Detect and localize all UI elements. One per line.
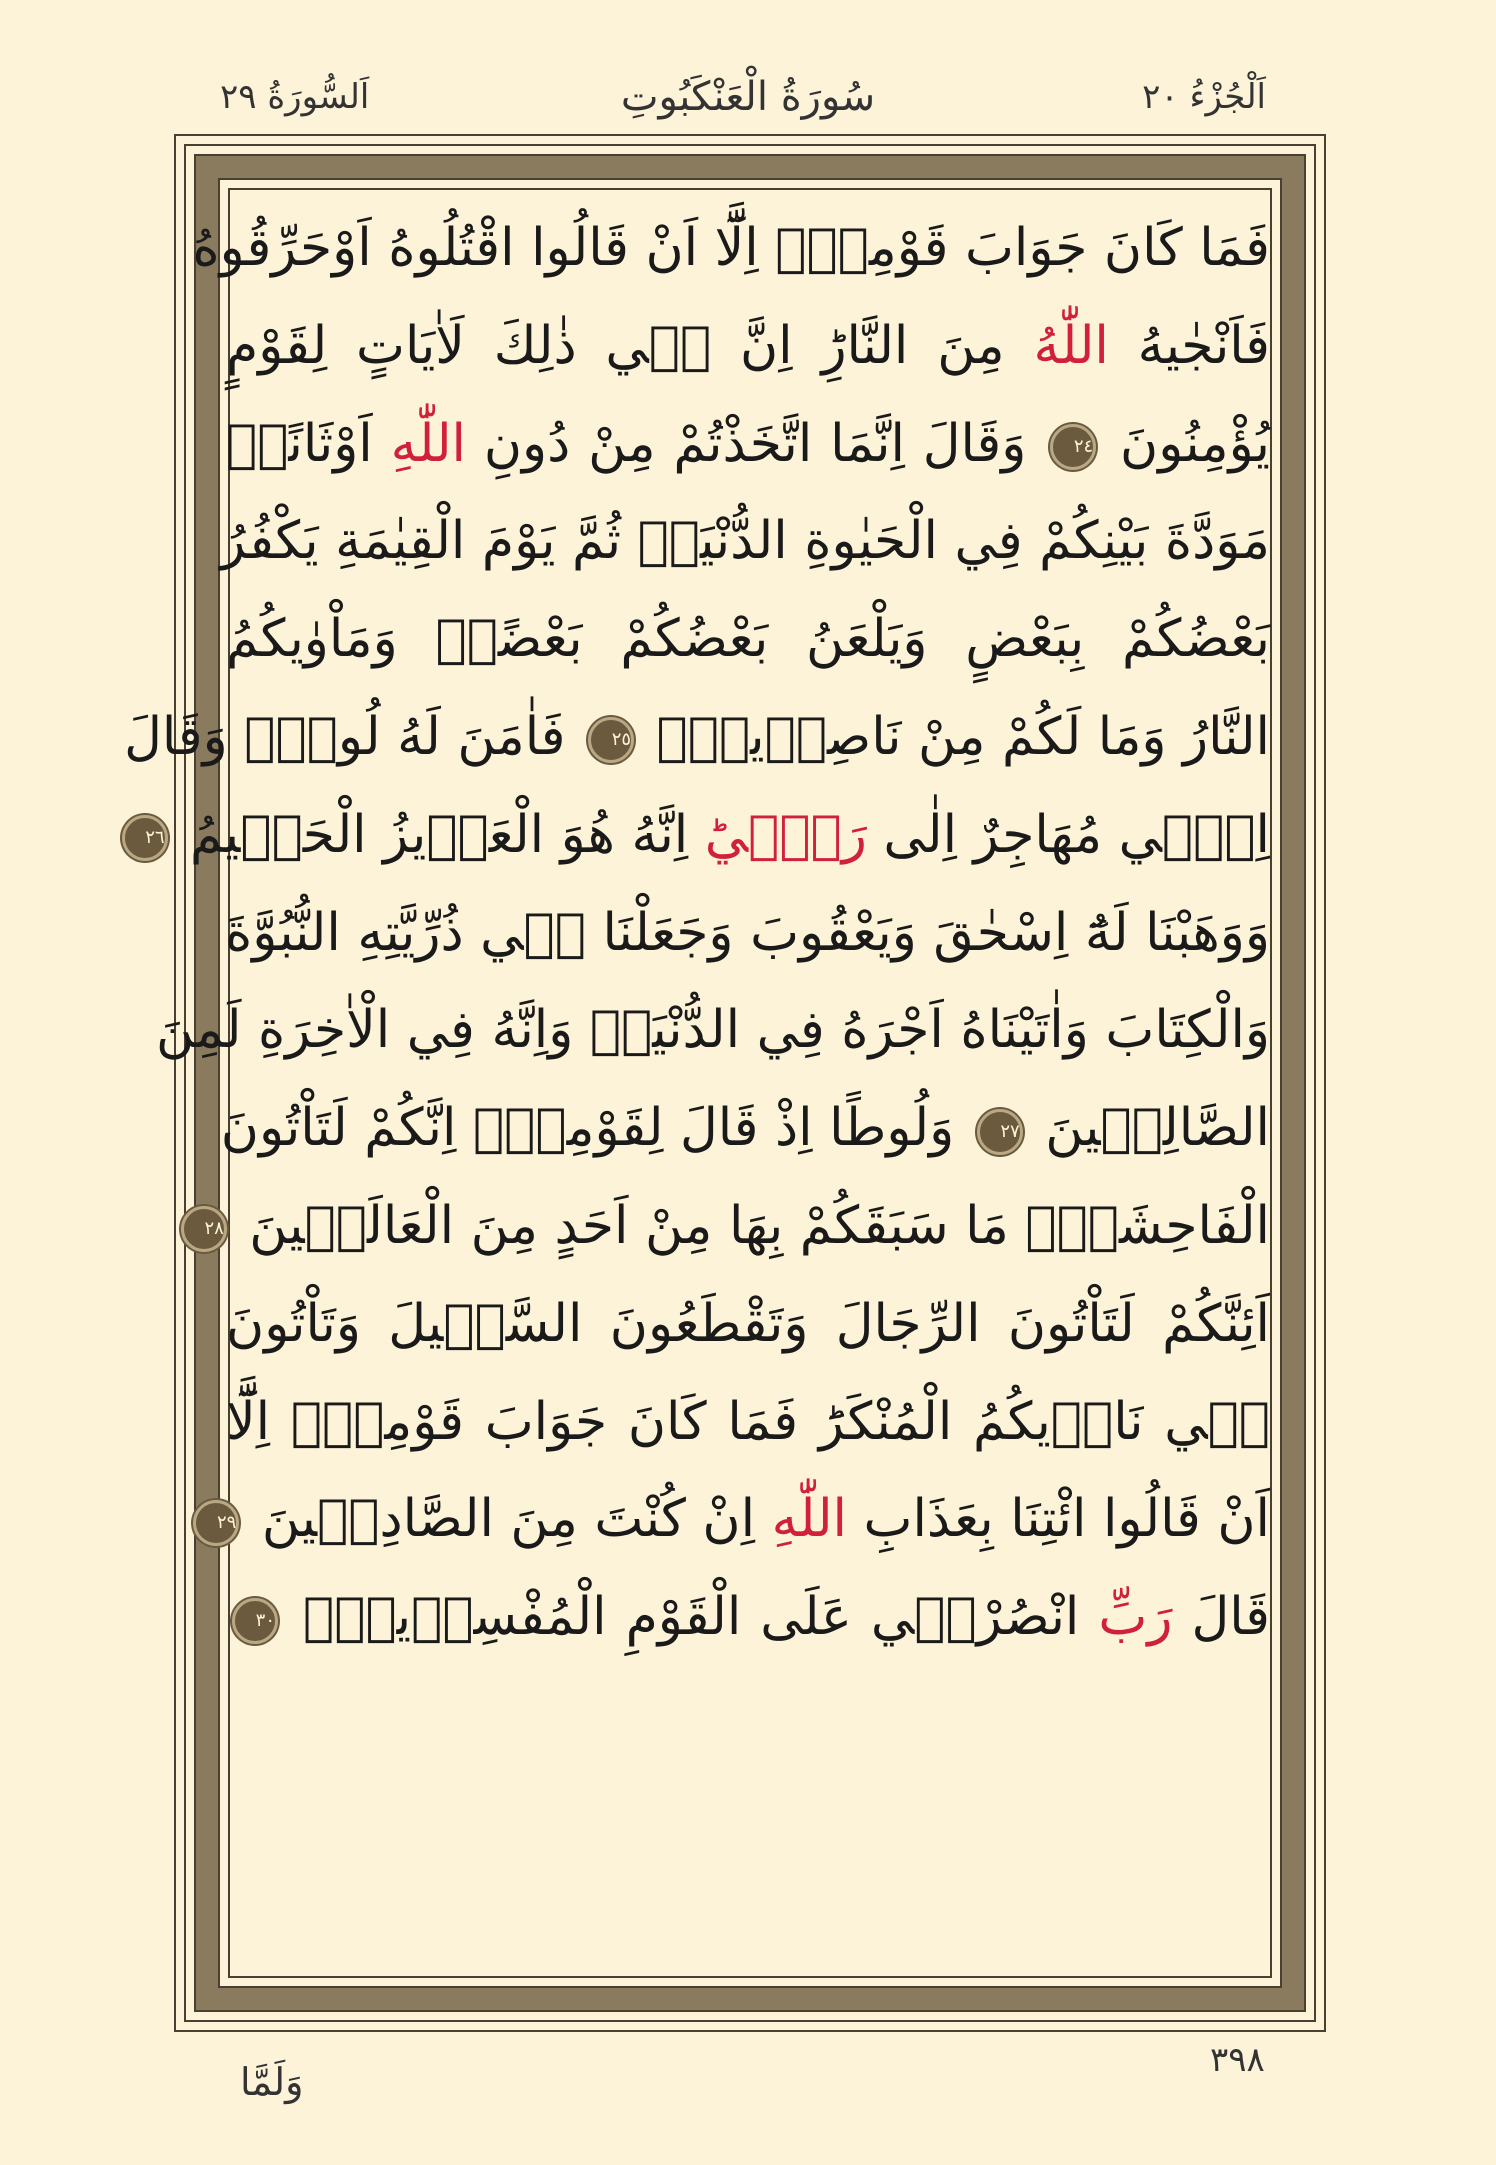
page-header xyxy=(0,62,1496,132)
text-line xyxy=(145,787,1270,885)
verse-text: الصَّالِح۪ينَ xyxy=(1028,1098,1270,1159)
verse-text: يُؤْمِنُونَ xyxy=(1102,413,1270,474)
verse-text: مَوَدَّةَ بَيْنِكُمْ فِي الْحَيٰوةِ الدُّنْيَاۚ ثُمَّ يَوْمَ الْقِيٰمَةِ يَكْفُرُ xyxy=(220,511,1270,572)
verse-text: مِنَ النَّارِؕ اِنَّ ف۪ي ذٰلِكَ لَاٰيَاتٍ لِقَوْمٍ xyxy=(226,315,1034,376)
text-line xyxy=(226,1569,1270,1667)
divine-name-text: رَبّ۪يؕ xyxy=(704,804,867,865)
text-line xyxy=(226,1276,1270,1374)
verse-text: اِنّ۪ي مُهَاجِرٌ اِلٰى xyxy=(866,804,1270,865)
text-line xyxy=(216,1471,1270,1569)
surah-title: سُورَةُ الْعَنْكَبُوتِ xyxy=(620,74,876,120)
divine-name-text: رَبِّ xyxy=(1098,1587,1173,1648)
verse-text: اِنَّهُ هُوَ الْعَز۪يزُ الْحَك۪يمُ xyxy=(173,804,705,865)
text-line xyxy=(124,689,1270,787)
quran-text-block xyxy=(124,200,1270,1960)
ayah-number-marker: ٢٧ xyxy=(977,1109,1023,1155)
text-line xyxy=(226,885,1270,983)
verse-text: فَاَنْجٰيهُ xyxy=(1108,315,1270,376)
verse-text: اَنْ قَالُوا ائْتِنَا بِعَذَابِ xyxy=(846,1489,1270,1550)
text-line xyxy=(192,200,1270,298)
verse-text: بَعْضُكُمْ بِبَعْضٍ وَيَلْعَنُ بَعْضُكُمْ بَعْضًاۘ وَمَاْوٰيكُمُ xyxy=(226,609,1270,670)
ayah-number-marker: ٢٩ xyxy=(193,1500,239,1546)
verse-text: ف۪ي نَادٖيكُمُ الْمُنْكَرَؕ فَمَا كَانَ جَوَابَ قَوْمِه۪ٓ اِلَّٓا xyxy=(226,1391,1270,1452)
verse-text: وَلُوطًا اِذْ قَالَ لِقَوْمِه۪ٓ اِنَّكُمْ لَتَاْتُونَ xyxy=(220,1098,971,1159)
verse-text: وَالْكِتَابَ وَاٰتَيْنَاهُ اَجْرَهُ فِي الدُّنْيَاۚ وَاِنَّهُ فِي الْاٰخِرَةِ لَمِنَ xyxy=(155,1000,1270,1061)
text-line xyxy=(226,396,1270,494)
text-line xyxy=(226,1374,1270,1472)
verse-text: اِنْ كُنْتَ مِنَ الصَّادِق۪ينَ xyxy=(245,1489,772,1550)
verse-text: فَمَا كَانَ جَوَابَ قَوْمِه۪ٓ اِلَّٓا اَنْ قَالُوا اقْتُلُوهُ اَوْحَرِّقُوهُ xyxy=(192,218,1270,278)
catchword: وَلَمَّا xyxy=(240,2060,304,2104)
ayah-number-marker: ٢٦ xyxy=(122,815,168,861)
text-line xyxy=(204,1178,1270,1276)
ayah-number-marker: ٢٨ xyxy=(181,1206,227,1252)
verse-text: اَوْثَانًاۙ xyxy=(226,413,391,474)
verse-text: الْفَاحِشَةَۘ مَا سَبَقَكُمْ بِهَا مِنْ اَحَدٍ مِنَ الْعَالَم۪ينَ xyxy=(232,1195,1270,1256)
divine-name-text: اللّٰهُ xyxy=(1033,315,1109,376)
text-line xyxy=(220,493,1270,591)
verse-text: النَّارُ وَمَا لَكُمْ مِنْ نَاصِر۪ينَۗ xyxy=(640,706,1270,767)
verse-text: اَئِنَّكُمْ لَتَاْتُونَ الرِّجَالَ وَتَقْطَعُونَ السَّب۪يلَ وَتَاْتُونَ xyxy=(226,1293,1270,1354)
ayah-number-marker: ٢٤ xyxy=(1050,424,1096,470)
verse-text: وَقَالَ اِنَّمَا اتَّخَذْتُمْ مِنْ دُونِ xyxy=(466,413,1045,474)
verse-text: وَوَهَبْنَا لَهُٓ اِسْحٰقَ وَيَعْقُوبَ وَجَعَلْنَا ف۪ي ذُرِّيَّتِهِ النُّبُوَّةَ xyxy=(225,902,1270,963)
divine-name-text: اللّٰهِ xyxy=(390,413,466,474)
juz-label: اَلْجُزْءُ ٢٠ xyxy=(1142,77,1266,117)
text-line xyxy=(226,591,1270,689)
ayah-number-marker: ٢٥ xyxy=(588,717,634,763)
page-number: ٣٩٨ xyxy=(1210,2040,1265,2080)
divine-name-text: اللّٰهِ xyxy=(771,1489,847,1550)
surah-number-label: اَلسُّورَةُ ٢٩ xyxy=(220,77,370,117)
text-line xyxy=(220,1080,1270,1178)
verse-text: انْصُرْن۪ي عَلَى الْقَوْمِ الْمُفْسِد۪ينَۜ xyxy=(284,1587,1099,1648)
ayah-number-marker: ٣٠ xyxy=(232,1598,278,1644)
verse-text: فَاٰمَنَ لَهُ لُوطٌۢ وَقَالَ xyxy=(124,706,583,767)
text-line xyxy=(226,298,1270,396)
text-line xyxy=(155,982,1270,1080)
verse-text: قَالَ xyxy=(1172,1587,1270,1648)
